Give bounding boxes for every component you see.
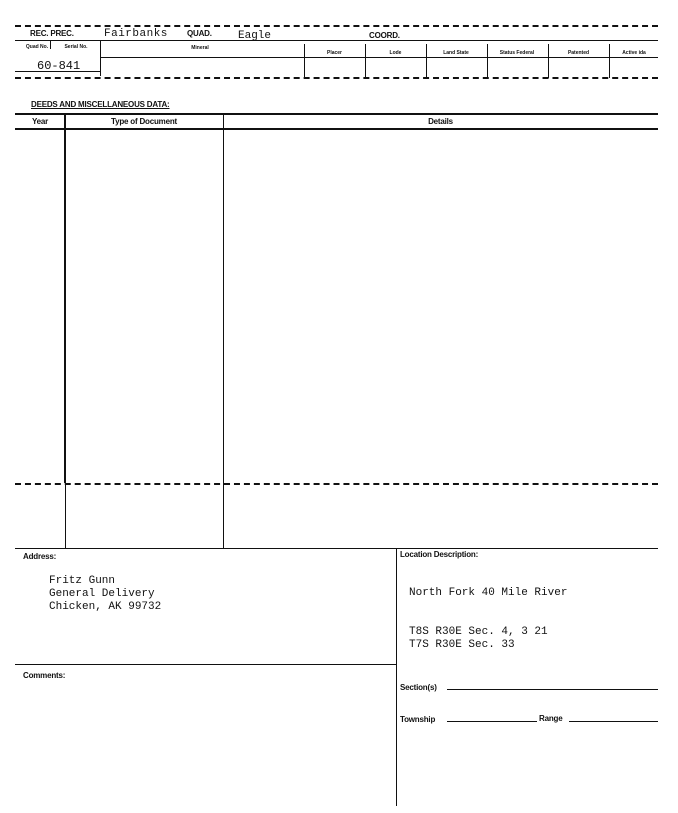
- col-head-placer: Placer: [326, 49, 342, 56]
- township-label: Township: [400, 715, 436, 724]
- deeds-bottom-rule: [15, 548, 658, 549]
- location-legal-line-1: T8S R30E Sec. 4, 3 21: [409, 626, 548, 638]
- range-label: Range: [539, 714, 563, 723]
- deeds-col-sep-year-lower: [65, 483, 66, 548]
- header-bottom-rule: [15, 77, 658, 79]
- location-legal-block: [409, 626, 548, 652]
- deeds-top-rule: [15, 113, 658, 115]
- address-label: Address:: [23, 552, 57, 561]
- location-place: North Fork 40 Mile River: [409, 587, 568, 599]
- quad-serial-value: 60-841: [37, 59, 81, 73]
- range-field-line: [569, 721, 658, 722]
- section-field-line: [447, 689, 658, 690]
- deeds-col-year: Year: [31, 117, 49, 126]
- col-head-status-federal: Status Federal: [499, 49, 535, 56]
- header-mid-rule: [15, 40, 658, 41]
- col-sep: [487, 44, 488, 78]
- col-head-serial-no: Serial No.: [64, 43, 88, 50]
- col-head-quad-no: Quad No.: [25, 43, 49, 50]
- header-top-rule: [15, 25, 658, 27]
- comments-label: Comments:: [23, 671, 66, 680]
- coord-label: COORD.: [369, 31, 400, 40]
- address-line-1: Fritz Gunn: [49, 575, 116, 587]
- address-block: [49, 575, 161, 614]
- deeds-head-rule: [15, 128, 658, 130]
- col-sep: [50, 40, 51, 49]
- quad-label: QUAD.: [187, 29, 212, 38]
- location-label: Location Description:: [400, 550, 479, 559]
- address-line-2: General Delivery: [49, 588, 155, 600]
- township-field-line: [447, 721, 537, 722]
- comments-top-rule: [15, 664, 396, 665]
- col-head-lode: Lode: [389, 49, 402, 56]
- serial-under-rule: [15, 71, 100, 72]
- deeds-section-title: DEEDS AND MISCELLANEOUS DATA:: [31, 100, 170, 109]
- col-sep: [609, 44, 610, 78]
- bottom-divider: [396, 548, 397, 806]
- col-head-active-ida: Active ida: [622, 49, 646, 56]
- section-label: Section(s): [400, 683, 437, 692]
- col-head-land-state: Land State: [443, 49, 469, 56]
- location-legal-line-2: T7S R30E Sec. 33: [409, 639, 515, 651]
- col-head-mineral: Mineral: [191, 44, 209, 51]
- deeds-col-type: Type of Document: [111, 117, 177, 126]
- deeds-col-sep-year: [64, 113, 66, 483]
- col-head-patented: Patented: [567, 49, 590, 56]
- address-line-3: Chicken, AK 99732: [49, 601, 162, 613]
- col-sep: [100, 40, 101, 76]
- deeds-col-details: Details: [428, 117, 453, 126]
- quad-value: Eagle: [238, 30, 272, 42]
- rec-prec-value: Fairbanks: [104, 28, 168, 40]
- rec-prec-label: REC. PREC.: [30, 29, 74, 38]
- col-sep: [426, 44, 427, 78]
- deeds-dashed-rule: [15, 483, 658, 485]
